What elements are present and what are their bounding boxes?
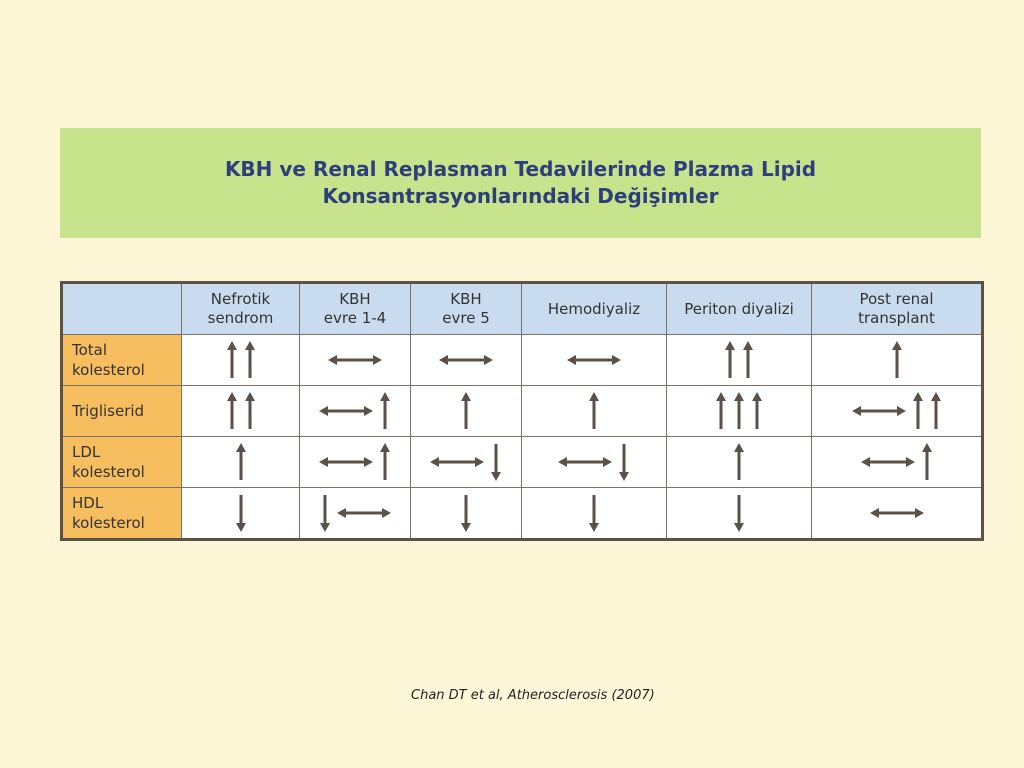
table-cell bbox=[300, 386, 411, 437]
arrow-left-right-icon bbox=[557, 455, 613, 469]
arrow-up-icon bbox=[234, 442, 248, 482]
table-cell bbox=[300, 437, 411, 488]
title-line-2: Konsantrasyonlarındaki Değişimler bbox=[322, 184, 719, 208]
table-cell bbox=[300, 488, 411, 540]
table-row bbox=[62, 386, 983, 437]
arrow-left-right-icon bbox=[327, 353, 383, 367]
table-header-row bbox=[62, 283, 983, 335]
arrow-down-icon bbox=[617, 442, 631, 482]
arrow-up-icon bbox=[929, 391, 943, 431]
table-cell bbox=[812, 386, 983, 437]
table-cell bbox=[667, 335, 812, 386]
title-banner bbox=[60, 128, 981, 238]
arrow-up-icon bbox=[732, 442, 746, 482]
arrow-left-right-icon bbox=[860, 455, 916, 469]
arrow-left-right-icon bbox=[566, 353, 622, 367]
row-header: HDL kolesterol bbox=[62, 488, 182, 540]
arrow-up-icon bbox=[243, 340, 257, 380]
row-header: LDL kolesterol bbox=[62, 437, 182, 488]
arrow-down-icon bbox=[318, 493, 332, 533]
arrow-up-icon bbox=[459, 391, 473, 431]
arrow-up-icon bbox=[378, 442, 392, 482]
column-header: KBH evre 5 bbox=[411, 283, 522, 335]
arrow-up-icon bbox=[890, 340, 904, 380]
arrow-left-right-icon bbox=[438, 353, 494, 367]
arrow-up-icon bbox=[587, 391, 601, 431]
table-cell bbox=[522, 386, 667, 437]
corner-cell bbox=[62, 283, 182, 335]
table-cell bbox=[182, 437, 300, 488]
arrow-down-icon bbox=[234, 493, 248, 533]
table-cell bbox=[411, 335, 522, 386]
row-header: Total kolesterol bbox=[62, 335, 182, 386]
table-cell bbox=[522, 437, 667, 488]
table-cell bbox=[182, 386, 300, 437]
arrow-left-right-icon bbox=[869, 506, 925, 520]
table-cell bbox=[667, 386, 812, 437]
table-cell bbox=[812, 437, 983, 488]
table-cell bbox=[411, 437, 522, 488]
arrow-down-icon bbox=[459, 493, 473, 533]
arrow-up-icon bbox=[920, 442, 934, 482]
table-cell bbox=[182, 488, 300, 540]
table-cell bbox=[667, 488, 812, 540]
arrow-left-right-icon bbox=[851, 404, 907, 418]
table-cell bbox=[300, 335, 411, 386]
citation: Chan DT et al, Atherosclerosis (2007) bbox=[411, 688, 655, 703]
table-cell bbox=[182, 335, 300, 386]
table-row bbox=[62, 437, 983, 488]
arrow-up-icon bbox=[732, 391, 746, 431]
arrow-down-icon bbox=[587, 493, 601, 533]
arrow-up-icon bbox=[911, 391, 925, 431]
arrow-up-icon bbox=[741, 340, 755, 380]
table-cell bbox=[522, 335, 667, 386]
lipid-table bbox=[60, 281, 984, 541]
table-cell bbox=[411, 488, 522, 540]
arrow-up-icon bbox=[714, 391, 728, 431]
arrow-down-icon bbox=[732, 493, 746, 533]
title-line-1: KBH ve Renal Replasman Tedavilerinde Plazma Lipid bbox=[224, 157, 817, 181]
arrow-up-icon bbox=[243, 391, 257, 431]
table-row bbox=[62, 488, 983, 540]
table-cell bbox=[411, 386, 522, 437]
table-cell bbox=[522, 488, 667, 540]
table-cell bbox=[667, 437, 812, 488]
arrow-left-right-icon bbox=[336, 506, 392, 520]
arrow-up-icon bbox=[378, 391, 392, 431]
column-header: KBH evre 1-4 bbox=[300, 283, 411, 335]
table-cell bbox=[812, 488, 983, 540]
column-header: Periton diyalizi bbox=[667, 283, 812, 335]
arrow-up-icon bbox=[750, 391, 764, 431]
arrow-down-icon bbox=[489, 442, 503, 482]
column-header: Nefrotik sendrom bbox=[182, 283, 300, 335]
table-row bbox=[62, 335, 983, 386]
arrow-left-right-icon bbox=[429, 455, 485, 469]
arrow-left-right-icon bbox=[318, 455, 374, 469]
arrow-up-icon bbox=[723, 340, 737, 380]
arrow-left-right-icon bbox=[318, 404, 374, 418]
row-header: Trigliserid bbox=[62, 386, 182, 437]
arrow-up-icon bbox=[225, 340, 239, 380]
column-header: Hemodiyaliz bbox=[522, 283, 667, 335]
table-cell bbox=[812, 335, 983, 386]
arrow-up-icon bbox=[225, 391, 239, 431]
column-header: Post renal transplant bbox=[812, 283, 983, 335]
